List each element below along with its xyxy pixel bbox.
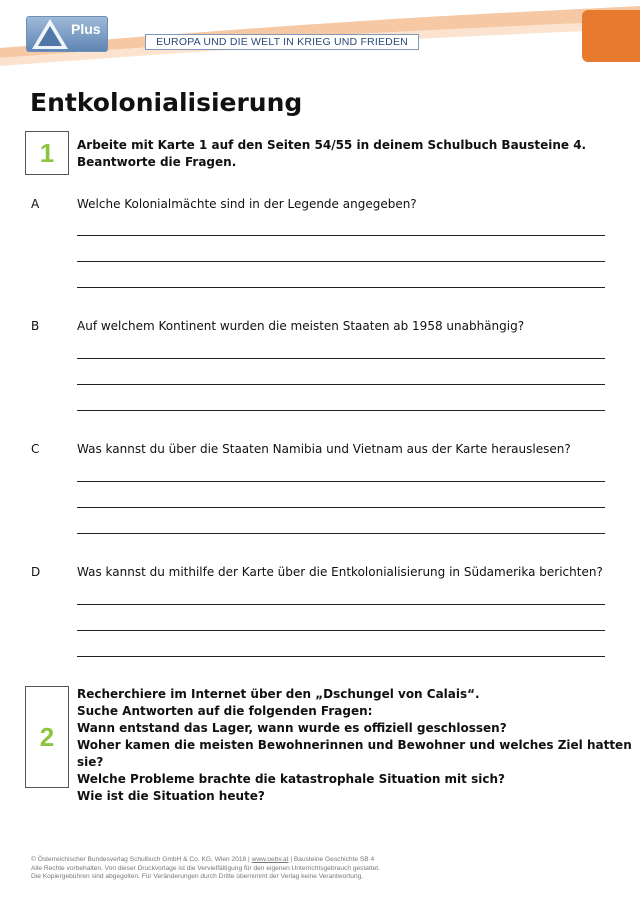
question-text-b: Auf welchem Kontinent wurden die meisten Staaten ab 1958 unabhängig? [77,319,525,333]
question-letter-b: B [31,319,40,333]
series-title: EUROPA UND DIE WELT IN KRIEG UND FRIEDEN [145,34,419,50]
footer-line-3: Die Kopiergebühren sind abgegolten. Für Veränderungen durch Dritte übernimmt der Verlag keine Verantwortung. [31,873,364,881]
answer-line[interactable] [77,410,605,411]
task-number-box-2: 2 [25,686,69,788]
answer-line[interactable] [77,235,605,236]
task2-line: Woher kamen die meisten Bewohnerinnen und Bewohner und welches Ziel hatten sie? [77,738,632,769]
footer-line-1 [31,856,380,865]
answer-line[interactable] [77,287,605,288]
publisher-link[interactable]: www.oebv.at [251,856,289,863]
task1-instruction [77,137,586,171]
footer-book: | Bausteine Geschichte SB 4 [288,856,375,863]
answer-line[interactable] [77,656,605,657]
answer-line[interactable] [77,358,605,359]
question-letter-a: A [31,197,40,211]
question-text-a: Welche Kolonialmächte sind in der Legende angegeben? [77,197,417,211]
task2-line: Suche Antworten auf die folgenden Fragen: [77,704,373,718]
copyright-footer [31,856,380,882]
logo-text: Plus [71,21,101,37]
question-letter-c: C [31,442,40,456]
footer-line-2: Alle Rechte vorbehalten. Von dieser Druckvorlage ist die Vervielfältigung für den eigenen Unterrichtsgebrauch gestattet. [31,864,380,872]
task-number-box-1: 1 [25,131,69,175]
answer-line[interactable] [77,533,605,534]
task2-line: Recherchiere im Internet über den „Dschungel von Calais“. [77,687,480,701]
answer-line[interactable] [77,604,605,605]
task2-instruction [77,686,640,805]
question-text-c: Was kannst du über die Staaten Namibia und Vietnam aus der Karte herauslesen? [77,442,571,456]
footer-publisher: © Österreichischer Bundesverlag Schulbuch GmbH & Co. KG, Wien 2018 | [31,856,252,863]
question-letter-d: D [31,565,41,579]
task2-line: Welche Probleme brachte die katastrophale Situation mit sich? [77,772,505,786]
answer-line[interactable] [77,481,605,482]
task1-instruction-line2: Beantworte die Fragen. [77,155,237,169]
task1-instruction-line1: Arbeite mit Karte 1 auf den Seiten 54/55 in deinem Schulbuch Bausteine 4. [77,138,587,152]
orange-corner-decoration [582,10,640,62]
answer-line[interactable] [77,384,605,385]
task2-line: Wann entstand das Lager, wann wurde es offiziell geschlossen? [77,721,507,735]
question-text-d: Was kannst du mithilfe der Karte über die Entkolonialisierung in Südamerika berichten? [77,565,603,579]
answer-line[interactable] [77,261,605,262]
brand-logo [26,16,108,52]
answer-line[interactable] [77,630,605,631]
page-header [0,0,640,70]
task2-line: Wie ist die Situation heute? [77,789,265,803]
answer-line[interactable] [77,507,605,508]
triangle-logo-icon [30,17,70,51]
page-title: Entkolonialisierung [30,88,303,117]
